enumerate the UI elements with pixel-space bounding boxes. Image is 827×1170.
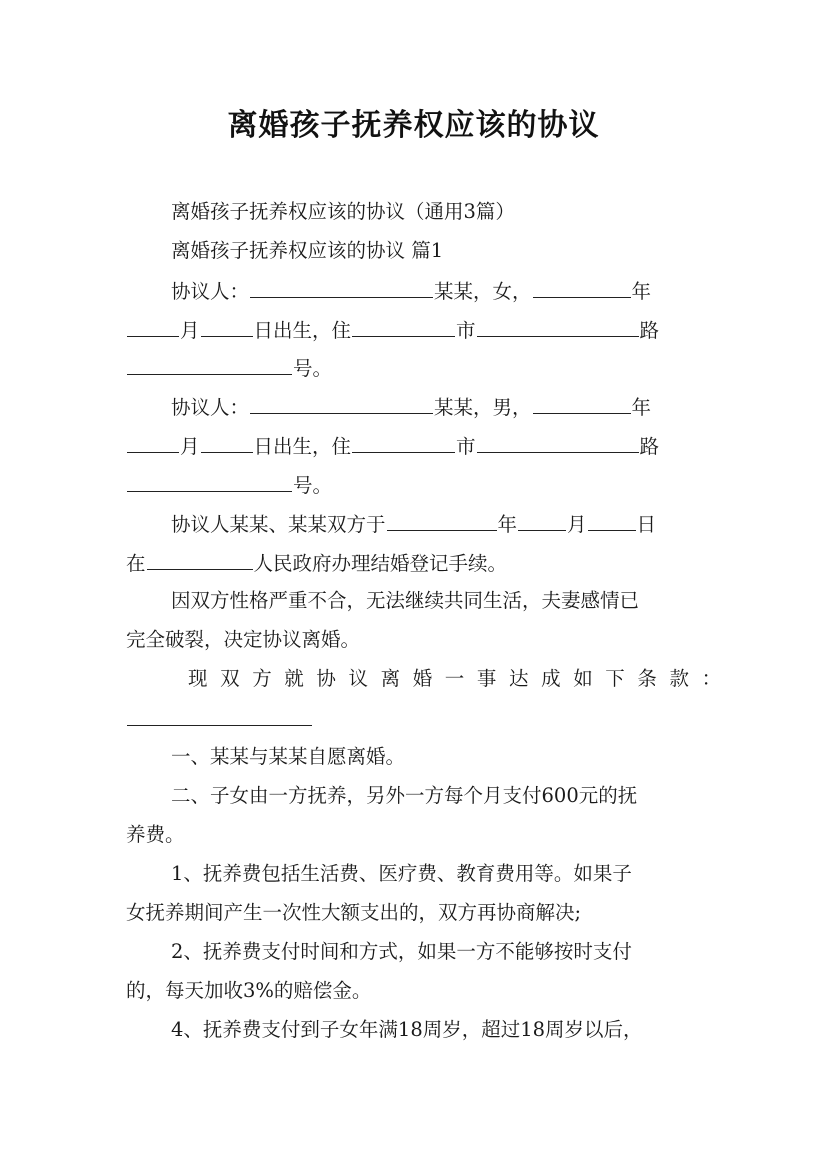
year-blank <box>533 278 631 298</box>
birth-residence-text: 日出生，住 <box>253 435 352 458</box>
day-label: 日 <box>636 513 657 536</box>
registration-text: 人民政府办理结婚登记手续。 <box>253 552 508 575</box>
month-blank <box>127 317 179 337</box>
party2-line-3 <box>126 472 332 498</box>
name-blank <box>250 394 433 414</box>
clause-2-2-line-1: 2、抚养费支付时间和方式，如果一方不能够按时支付 <box>171 940 632 963</box>
party1-line-1 <box>171 278 651 304</box>
terms-blank <box>127 706 312 726</box>
clause-2-line-2: 养费。 <box>126 823 185 846</box>
year-blank <box>533 394 631 414</box>
party2-line-1 <box>171 394 651 420</box>
name-blank <box>250 278 433 298</box>
reason-line-1: 因双方性格严重不合，无法继续共同生活，夫妻感情已 <box>171 589 640 612</box>
party-label: 协议人： <box>171 396 250 419</box>
city-blank <box>352 317 455 337</box>
clause-2-4-line-1: 4、抚养费支付到子女年满18周岁，超过18周岁以后， <box>171 1018 643 1041</box>
subtitle-line: 离婚孩子抚养权应该的协议（通用3篇） <box>171 200 515 223</box>
year-blank <box>387 511 497 531</box>
year-label: 年 <box>497 513 518 536</box>
party2-line-2 <box>126 433 659 459</box>
clause-2-line-1: 二、子女由一方抚养，另外一方每个月支付600元的抚 <box>171 784 638 807</box>
reason-line-2: 完全破裂，决定协议离婚。 <box>126 628 361 651</box>
terms-intro: 现双方就协议离婚一事达成如下条款： <box>188 667 734 690</box>
number-label: 号。 <box>293 357 333 380</box>
party1-gender-text: 某某，女， <box>434 280 532 303</box>
marriage-line-1 <box>171 511 656 537</box>
year-label: 年 <box>631 396 652 419</box>
party1-line-2 <box>126 317 659 343</box>
city-label: 市 <box>456 435 476 458</box>
party-label: 协议人： <box>171 280 250 303</box>
month-blank <box>127 433 179 453</box>
day-blank <box>201 317 253 337</box>
clause-2-1-line-2: 女抚养期间产生一次性大额支出的，双方再协商解决; <box>126 901 582 924</box>
marriage-line-2 <box>126 550 507 576</box>
number-label: 号。 <box>293 474 333 497</box>
month-label: 月 <box>180 435 200 458</box>
road-blank <box>477 317 639 337</box>
clause-2-2-line-2: 的，每天加收3%的赔偿金。 <box>126 979 372 1002</box>
month-blank <box>518 511 566 531</box>
road-blank <box>477 433 639 453</box>
document-title: 离婚孩子抚养权应该的协议 <box>227 108 600 143</box>
clause-1: 一、某某与某某自愿离婚。 <box>171 745 406 768</box>
party2-gender-text: 某某，男， <box>434 396 532 419</box>
party1-line-3 <box>126 355 332 381</box>
road-label: 路 <box>639 319 660 342</box>
government-blank <box>147 550 253 570</box>
terms-blank-line <box>126 706 313 732</box>
marriage-text: 协议人某某、某某双方于 <box>171 513 386 536</box>
section-heading: 离婚孩子抚养权应该的协议 篇1 <box>171 239 444 262</box>
day-blank <box>201 433 253 453</box>
month-label: 月 <box>567 513 587 536</box>
number-blank <box>127 472 292 492</box>
day-blank <box>588 511 636 531</box>
birth-residence-text: 日出生，住 <box>253 319 352 342</box>
road-label: 路 <box>639 435 660 458</box>
month-label: 月 <box>180 319 200 342</box>
city-blank <box>352 433 455 453</box>
clause-2-1-line-1: 1、抚养费包括生活费、医疗费、教育费用等。如果子 <box>171 862 632 885</box>
year-label: 年 <box>631 280 652 303</box>
city-label: 市 <box>456 319 476 342</box>
number-blank <box>127 355 292 375</box>
at-label: 在 <box>126 552 146 575</box>
